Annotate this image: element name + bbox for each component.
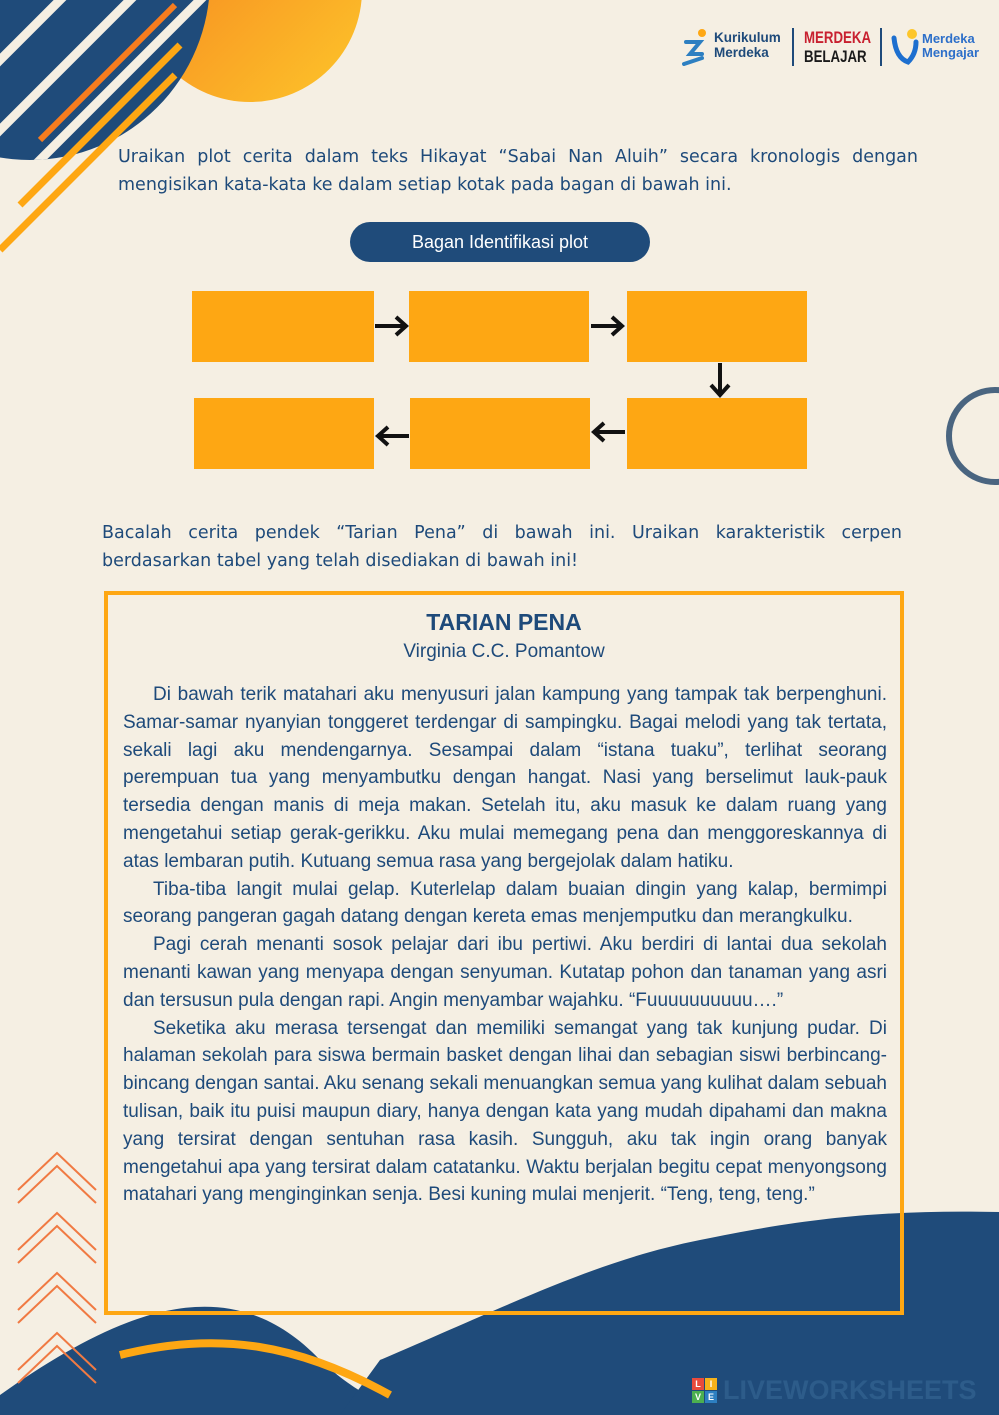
story-title: TARIAN PENA [426, 609, 582, 635]
story-paragraph: Di bawah terik matahari aku menyusuri jalan kampung yang tampak tak berpenghuni. Samar-samar nyanyian tonggeret terdengar di sampingku. Bagai melodi yang tak tertata, sekali lagi aku mendengarnya. Sesampai dalam “istana tuaku”, terlihat seorang perempuan tua yang menyambutku dengan hangat. Nasi yang berselimut lauk-pauk tersedia dengan manis di meja makan. Setelah itu, aku masuk ke dalam ruang yang mengetahui setiap gerak-gerikku. Aku mulai memegang pena dan menggoreskannya di atas lembaran putih. Kutuang semua rasa yang bergejolak dalam hatiku. [123, 684, 887, 872]
diagram-title: Bagan Identifikasi plot [350, 222, 650, 262]
liveworksheets-logo-icon [692, 1378, 717, 1403]
liveworksheets-watermark [692, 1376, 977, 1404]
plot-box-5[interactable] [410, 398, 590, 469]
arrow-left-icon [589, 420, 627, 444]
story-paragraph: Pagi cerah menanti sosok pelajar dari ibu pertiwi. Aku berdiri di lantai dua sekolah menanti kawan yang menyapa dengan senyuman. Kutatap pohon dan tanaman yang asri dan tersusun pula dengan rapi. Angin menyambar wajahku. “Fuuuuuuuuuu….” [123, 934, 887, 1011]
plot-box-3[interactable] [627, 291, 807, 362]
plot-box-4[interactable] [627, 398, 807, 469]
kurikulum-line2: Merdeka [714, 45, 769, 60]
arrow-right-icon [589, 314, 627, 338]
liveworksheets-brand: LIVEWORKSHEETS [723, 1374, 977, 1405]
story-author: Virginia C.C. Pomantow [403, 641, 605, 662]
merdeka-belajar-line2: BELAJAR [804, 47, 867, 66]
mengajar-line1: Merdeka [922, 31, 975, 46]
plot-box-6[interactable] [194, 398, 374, 469]
story-paragraph: Tiba-tiba langit mulai gelap. Kuterlelap dalam buaian dingin yang kalap, bermimpi seorang pangeran gagah datang dengan kereta emas menjemputku dan merangkulku. [123, 878, 887, 928]
header-logos [682, 26, 982, 68]
plot-box-2[interactable] [409, 291, 589, 362]
arrow-down-icon [707, 361, 733, 399]
merdeka-belajar-line1: MERDEKA [804, 28, 872, 47]
logo-divider-2 [880, 28, 882, 66]
logo-divider [792, 28, 794, 66]
arrow-left-icon [373, 424, 411, 448]
story-box [104, 591, 904, 1315]
kurikulum-merdeka-logo-icon [682, 28, 712, 66]
story-paragraph: Seketika aku merasa tersengat dan memiliki semangat yang tak kunjung pudar. Di halaman sekolah para siswa bermain basket dengan lihai dan sebagian siswi berbincang-bincang dengan santai. Aku senang sekali menuangkan semua yang kulihat dalam sebuah tulisan, baik itu puisi maupun diary, hanya dengan kata yang mudah dipahami dan makna yang tersirat dengan sentuhan rasa kasih. Sungguh, aku tak ingin orang banyak mengetahui apa yang tersirat dalam catatanku. Waktu berjalan begitu cepat menyongsong matahari yang menginginkan senja. Besi kuning mulai menjerit. “Teng, teng, teng.” [123, 1017, 887, 1206]
arrow-right-icon [373, 314, 411, 338]
badge-letter: I [705, 1378, 717, 1390]
badge-letter: V [692, 1391, 704, 1403]
story-body [123, 681, 887, 1209]
badge-letter: L [692, 1378, 704, 1390]
merdeka-mengajar-logo-icon [890, 28, 920, 66]
instruction-story: Bacalah cerita pendek “Tarian Pena” di bawah ini. Uraikan karakteristik cerpen berdasarkan tabel yang telah disediakan di bawah ini! [102, 523, 902, 571]
kurikulum-line1: Kurikulum [714, 30, 781, 45]
mengajar-line2: Mengajar [922, 45, 980, 60]
plot-box-1[interactable] [192, 291, 374, 362]
badge-letter: E [705, 1391, 717, 1403]
instruction-plot: Uraikan plot cerita dalam teks Hikayat “Sabai Nan Aluih” secara kronologis dengan mengisikan kata-kata ke dalam setiap kotak pada bagan di bawah ini. [118, 147, 918, 195]
